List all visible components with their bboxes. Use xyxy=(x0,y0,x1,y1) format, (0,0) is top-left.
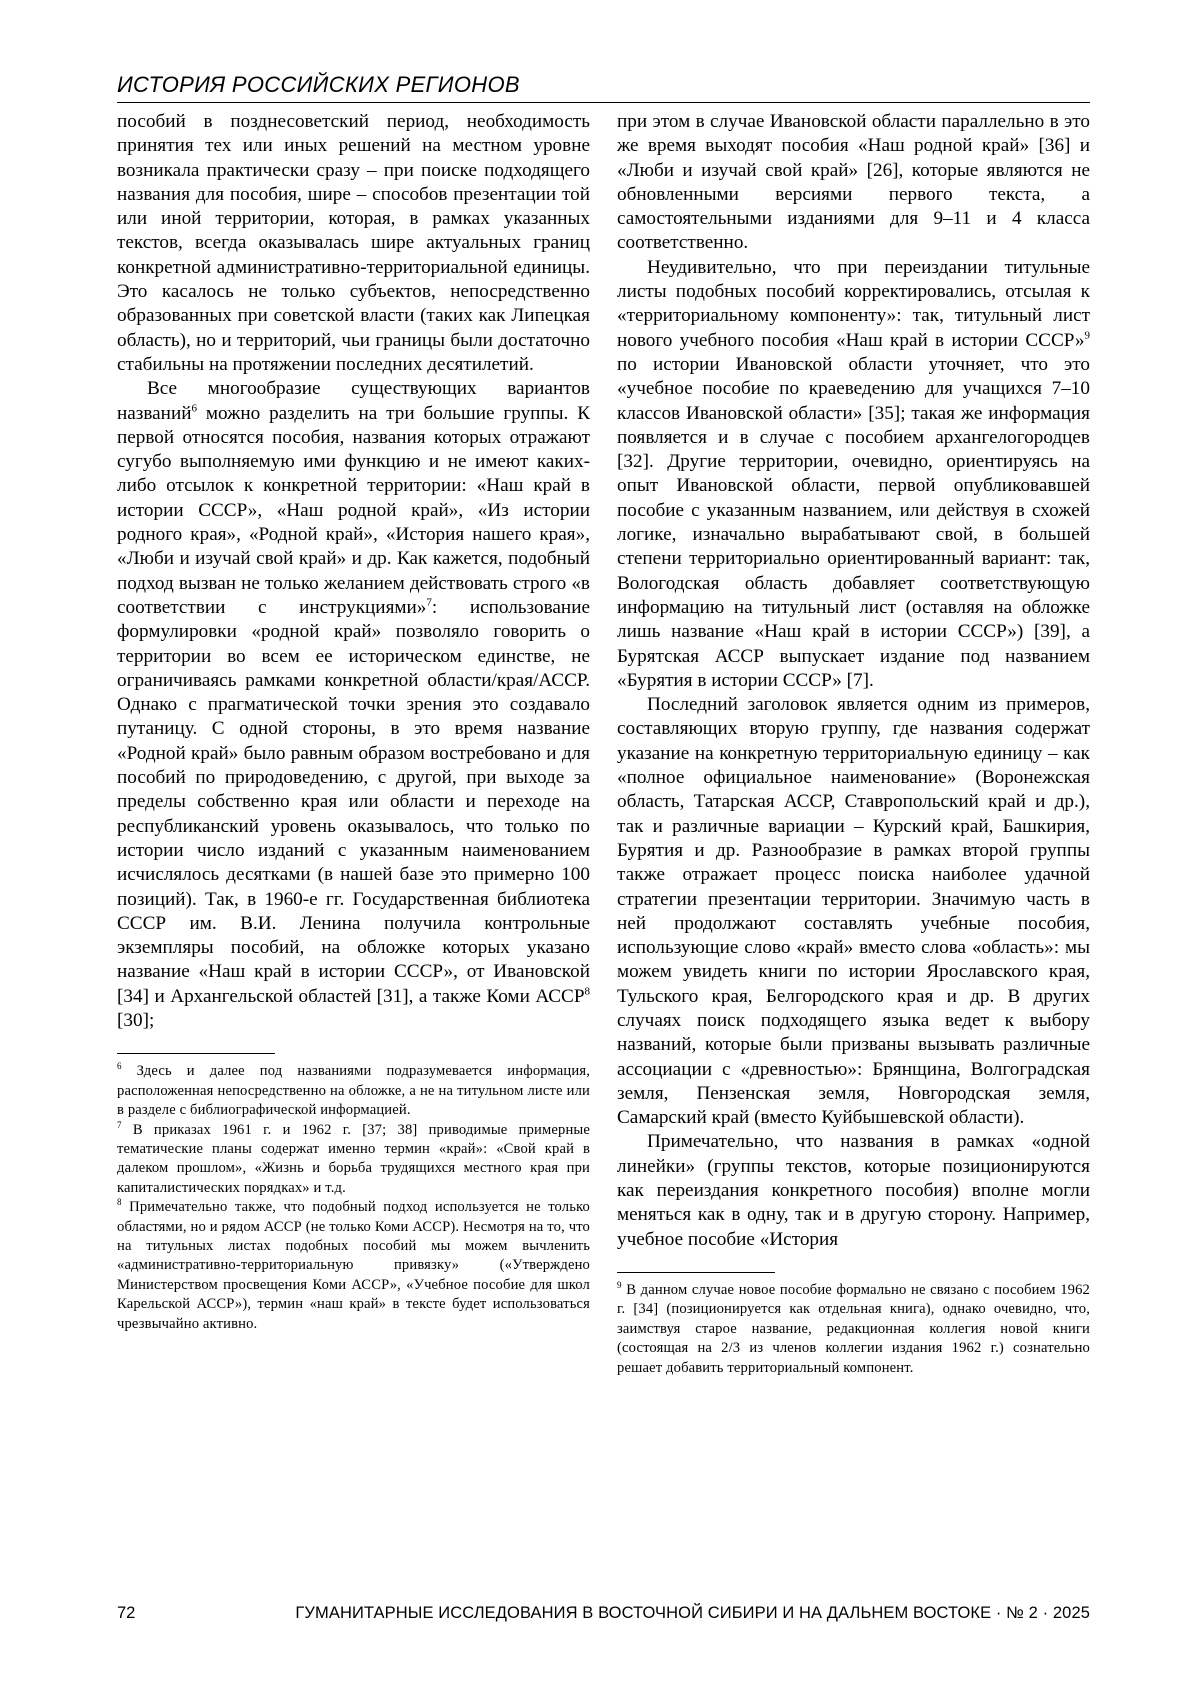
footnote-text: Примечательно также, что подобный подход используется не только областями, но и рядом АССР (не только Коми АССР). Несмотря на то, что на титульных листах подобных пособий мы можем вычленить «административно-территориальную привязку» («Утверждено Министерством просвещения Коми АССР», «Учебное пособие для школ Карельской АССР»), термин «наш край» в тексте будет использоваться чрезвычайно активно. xyxy=(117,1199,590,1332)
text-run: по истории Ивановской области уточняет, что это «учебное пособие по краеведению для учащихся 7–10 классов Ивановской области» [35]; такая же информация появляется и в случае с пособием архангелогородцев [32]. Другие территории, очевидно, ориентируясь на опыт Ивановской области, первой опубликовавшей пособие с указанным названием, или действуя в схожей логике, изначально вырабатывают свой, в большей степени территориально ориентированный вариант: так, Вологодская область добавляет соответствующую информацию на титульный лист (оставляя на обложке лишь название «Наш край в истории СССР») [39], а Бурятская АССР выпускает издание под названием «Бурятия в истории СССР» [7]. xyxy=(617,353,1090,691)
footnote-text: В данном случае новое пособие формально не связано с пособием 1962 г. [34] (позиционируется как отдельная книга), однако очевидно, что, заимствуя старое название, редакционная коллегия новой книги (состоящая на 2/3 из членов коллегии издания 1962 г.) сознательно решает добавить территориальный компонент. xyxy=(617,1281,1090,1376)
text-run: [30]; xyxy=(117,1009,155,1031)
footnote-text: Здесь и далее под названиями подразумевается информация, расположенная непосредственно на обложке, а не на титульном листе или в разделе с библиографической информацией. xyxy=(117,1063,590,1119)
text-run: Неудивительно, что при переиздании титульные листы подобных пособий корректировались, отсылая к «территориальному компоненту»: так, титульный лист нового учебного пособия «Наш край в истории СССР» xyxy=(617,256,1090,351)
footnote-ref[interactable]: 7 xyxy=(426,596,432,609)
footnote-divider xyxy=(117,1053,275,1054)
text-run: можно разделить на три большие группы. К первой относятся пособия, названия которых отражают сугубо выполняемую ими функцию и не имеют каких-либо отсылок к конкретной территории: «Наш край в истории СССР», «Наш родной край», «Из истории родного края», «Родной край», «История нашего края», «Люби и изучай свой край» и др. Как кажется, подобный подход вызван не только желанием действовать строго «в соответствии с инструкциями» xyxy=(117,402,590,618)
paragraph xyxy=(117,377,590,1033)
text-run: Все многообразие существующих вариантов названий xyxy=(117,378,590,424)
footnote xyxy=(617,1281,1090,1378)
footnote-ref[interactable]: 8 xyxy=(584,985,590,998)
footnote-number: 6 xyxy=(117,1061,122,1072)
footnote xyxy=(117,1121,590,1199)
page-number: 72 xyxy=(117,1604,136,1622)
footnote-number: 9 xyxy=(617,1280,622,1291)
paragraph: пособий в позднесоветский период, необходимость принятия тех или иных решений на местном уровне возникала практически сразу – при поиске подходящего названия для пособия, шире – способов презентации той или иной территории, которая, в рамках указанных текстов, всегда оказывалась шире актуальных границ конкретной административно-территориальной единицы. Это касалось не только субъектов, непосредственно образованных при советской власти (таких как Липецкая область), но и территорий, чьи границы были достаточно стабильны на протяжении последних десятилетий. xyxy=(117,111,590,375)
footnote xyxy=(117,1062,590,1120)
footnote-ref[interactable]: 9 xyxy=(1084,329,1090,342)
right-column xyxy=(617,110,1090,1378)
left-footnotes xyxy=(117,1062,590,1334)
paragraph: Последний заголовок является одним из примеров, составляющих вторую группу, где названия содержат указание на конкретную территориальную единицу – как «полное официальное наименование» (Воронежская область, Татарская АССР, Ставропольский край и др.), так и различные вариации – Курский край, Башкирия, Бурятия и др. Разнообразие в рамках второй группы также отражает процесс поиска наиболее удачной стратегии презентации территории. Значимую часть в ней продолжают составлять учебные пособия, использующие слово «край» вместо слова «область»: мы можем увидеть книги по истории Ярославского края, Тульского края, Белгородского края и др. В других случаях поиск подходящего языка ведет к выбору названий, которые были призваны вызывать различные ассоциации с «древностью»: Брянщина, Волгоградская земля, Пензенская земля, Новгородская земля, Самарский край (вместо Куйбышевской области). xyxy=(617,694,1090,1129)
footnote-number: 8 xyxy=(117,1197,122,1208)
paragraph xyxy=(617,256,1090,693)
footnote xyxy=(117,1198,590,1334)
text-run: : использование формулировки «родной край» позволяло говорить о территории во всем ее историческом единстве, не ограничиваясь рамками конкретной области/края/АССР. Однако с прагматической точки зрения это создавало путаницу. С одной стороны, в это время название «Родной край» было равным образом востребовано и для пособий по природоведению, с другой, при выходе за пределы собственно края или области и переходе на республиканский уровень оказывалось, что только по истории число изданий с указанным наименованием исчислялось десятками (в нашей базе это примерно 100 позиций). Так, в 1960-е гг. Государственная библиотека СССР им. В.И. Ленина получила контрольные экземпляры пособий, на обложке которых указано название «Наш край в истории СССР», от Ивановской [34] и Архангельской областей [31], а также Коми АССР xyxy=(117,596,590,1007)
footnote-number: 7 xyxy=(117,1119,122,1130)
left-body-text xyxy=(117,110,590,1033)
right-body-text xyxy=(617,110,1090,1252)
paragraph: при этом в случае Ивановской области параллельно в это же время выходят пособия «Наш родной край» [36] и «Люби и изучай свой край» [26], которые являются не обновленными версиями первого текста, а самостоятельными изданиями для 9–11 и 4 класса соответственно. xyxy=(617,111,1090,254)
section-title: ИСТОРИЯ РОССИЙСКИХ РЕГИОНОВ xyxy=(117,72,520,97)
footnote-ref[interactable]: 6 xyxy=(191,402,197,415)
running-header xyxy=(117,70,1090,103)
footnote-text: В приказах 1961 г. и 1962 г. [37; 38] приводимые примерные тематические планы содержат именно термин «край»: «Свой край в далеком прошлом», «Жизнь и борьба трудящихся местного края при капиталистических порядках» и т.д. xyxy=(117,1121,590,1196)
journal-title: ГУМАНИТАРНЫЕ ИССЛЕДОВАНИЯ В ВОСТОЧНОЙ СИБИРИ И НА ДАЛЬНЕМ ВОСТОКЕ · № 2 · 2025 xyxy=(295,1604,1090,1622)
paragraph: Примечательно, что названия в рамках «одной линейки» (группы текстов, которые позиционируются как переиздания конкретного пособия) вполне могли меняться как в одну, так и в другую сторону. Например, учебное пособие «История xyxy=(617,1131,1090,1250)
footnote-divider xyxy=(617,1272,775,1273)
left-column xyxy=(117,110,590,1334)
right-footnotes xyxy=(617,1281,1090,1378)
running-footer xyxy=(117,1604,1090,1623)
